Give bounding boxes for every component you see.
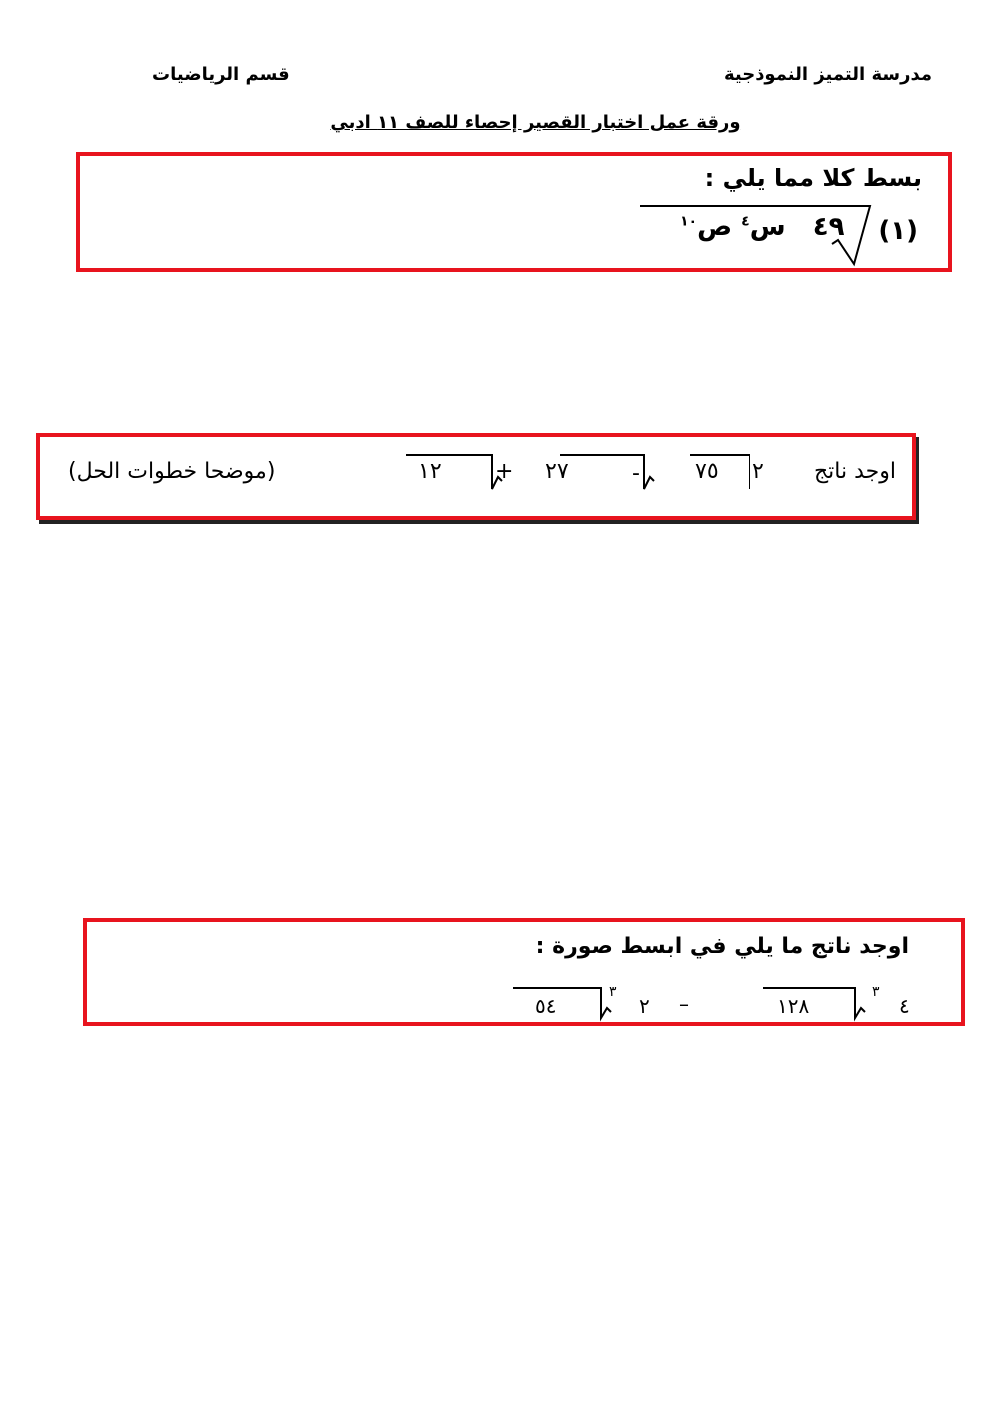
question-2-instruction: اوجد ناتج	[813, 459, 896, 484]
coefficient-2: ٢	[752, 459, 764, 484]
radicand-expression	[680, 212, 844, 242]
school-name: مدرسة التميز النموذجية	[723, 64, 932, 85]
index-3-second: ٣	[609, 984, 617, 1000]
exponent-sad: ١٠	[680, 213, 698, 230]
department-name: قسم الرياضيات	[152, 64, 290, 85]
solution-note: (موضحا خطوات الحل)	[68, 459, 276, 484]
operator-minus-3: –	[679, 992, 689, 1016]
radicand-54: ٥٤	[535, 994, 557, 1018]
radicand-75: ٧٥	[695, 459, 719, 484]
operator-minus: -	[632, 461, 640, 486]
radicand-12: ١٢	[418, 459, 442, 484]
coefficient-2-q3: ٢	[639, 994, 650, 1018]
question-3-instruction: اوجد ناتج ما يلي في ابسط صورة :	[535, 934, 909, 959]
index-3-first: ٣	[872, 984, 880, 1000]
operator-plus: +	[495, 459, 514, 484]
variable-sad: ص	[697, 212, 733, 242]
radicand-128: ١٢٨	[777, 994, 810, 1018]
coefficient-4: ٤	[899, 994, 910, 1018]
exponent-s: ٤	[741, 213, 750, 230]
worksheet-title: ورقة عمل اختبار القصير إحصاء للصف ١١ ادبي	[330, 112, 741, 133]
radicand-27: ٢٧	[545, 459, 569, 484]
cube-root-signs	[507, 980, 877, 1022]
question-1-number: (١)	[878, 216, 918, 246]
question-1-box	[76, 152, 952, 272]
question-3-box	[83, 918, 965, 1026]
coefficient: ٤٩	[812, 212, 845, 242]
question-2-box	[36, 433, 916, 520]
variable-s: س	[749, 212, 786, 242]
question-1-instruction: بسط كلا مما يلي :	[704, 164, 922, 192]
